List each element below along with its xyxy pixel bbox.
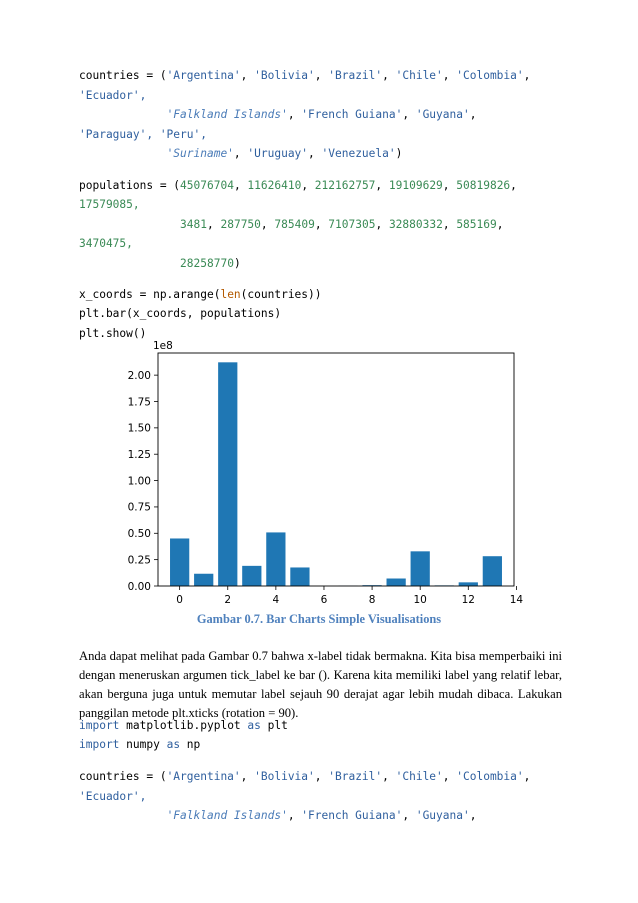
- code-line: plt.show(): [79, 327, 147, 340]
- plot-frame: [158, 353, 514, 586]
- code-line: x_coords = np.arange(len(countries)): [79, 288, 322, 301]
- bar: [483, 556, 502, 586]
- bar: [194, 574, 213, 586]
- bar: [459, 582, 478, 586]
- y-tick-label: 0.00: [127, 580, 151, 593]
- x-tick-label: 10: [413, 594, 427, 606]
- bar-chart: [0, 340, 638, 610]
- y-tick-label: 2.00: [127, 369, 151, 382]
- code-line: countries = ('Argentina', 'Bolivia', 'Brazil', 'Chile', 'Colombia',: [79, 770, 531, 783]
- y-tick-label: 1.00: [127, 475, 151, 488]
- code-line: 'Ecuador',: [79, 790, 147, 803]
- bar: [387, 579, 406, 586]
- y-tick-label: 0.75: [127, 501, 151, 514]
- code-line: 'Falkland Islands', 'French Guiana', 'Guyana',: [166, 108, 477, 121]
- x-tick-label: 4: [272, 594, 280, 606]
- bar: [290, 567, 309, 586]
- code-line: countries = ('Argentina', 'Bolivia', 'Brazil', 'Chile', 'Colombia',: [79, 69, 531, 82]
- x-tick-label: 2: [224, 594, 232, 606]
- y-tick-label: 1.25: [127, 449, 151, 462]
- y-tick-label: 0.50: [127, 528, 151, 541]
- figure-caption: Gambar 0.7. Bar Charts Simple Visualisations: [196, 612, 442, 626]
- y-tick-label: 1.50: [127, 422, 151, 435]
- bar: [218, 362, 237, 586]
- y-tick-label: 0.25: [127, 554, 151, 567]
- code-line: import matplotlib.pyplot as plt: [79, 719, 288, 732]
- body-paragraph: Anda dapat melihat pada Gambar 0.7 bahwa x-label tidak bermakna. Kita bisa memperbaiki ini dengan meneruskan argumen tick_label ke bar (). Karena kita memiliki label yang relatif lebar, akan berguna juga untuk memutar label sejauh 90 derajat agar lebih mudah dibaca. Lakukan panggilan metode plt.xticks (rotation = 90).: [79, 649, 562, 720]
- code-line: 'Falkland Islands', 'French Guiana', 'Guyana',: [166, 809, 477, 822]
- x-tick-label: 0: [176, 594, 183, 606]
- x-tick-label: 12: [461, 594, 475, 606]
- y-tick-label: 1.75: [127, 396, 151, 409]
- code-line: plt.bar(x_coords, populations): [79, 307, 282, 320]
- bar: [170, 538, 189, 586]
- code-line: populations = (45076704, 11626410, 212162757, 19109629, 50819826,: [79, 179, 517, 192]
- code-line: 3470475,: [79, 237, 133, 250]
- x-tick-label: 6: [320, 594, 328, 606]
- x-tick-label: 14: [509, 594, 524, 606]
- bar: [266, 532, 285, 586]
- x-tick-label: 8: [368, 594, 376, 606]
- bar: [242, 566, 261, 586]
- code-line: 'Paraguay', 'Peru',: [79, 128, 207, 141]
- code-line: 17579085,: [79, 198, 140, 211]
- code-line: 28258770): [180, 257, 241, 270]
- code-line: 3481, 287750, 785409, 7107305, 32880332, 585169,: [180, 218, 504, 231]
- code-line: 'Suriname', 'Uruguay', 'Venezuela'): [166, 147, 403, 160]
- code-line: 'Ecuador',: [79, 89, 147, 102]
- bar: [411, 551, 430, 586]
- y-offset-label: 1e8: [153, 340, 173, 352]
- code-line: import numpy as np: [79, 738, 201, 751]
